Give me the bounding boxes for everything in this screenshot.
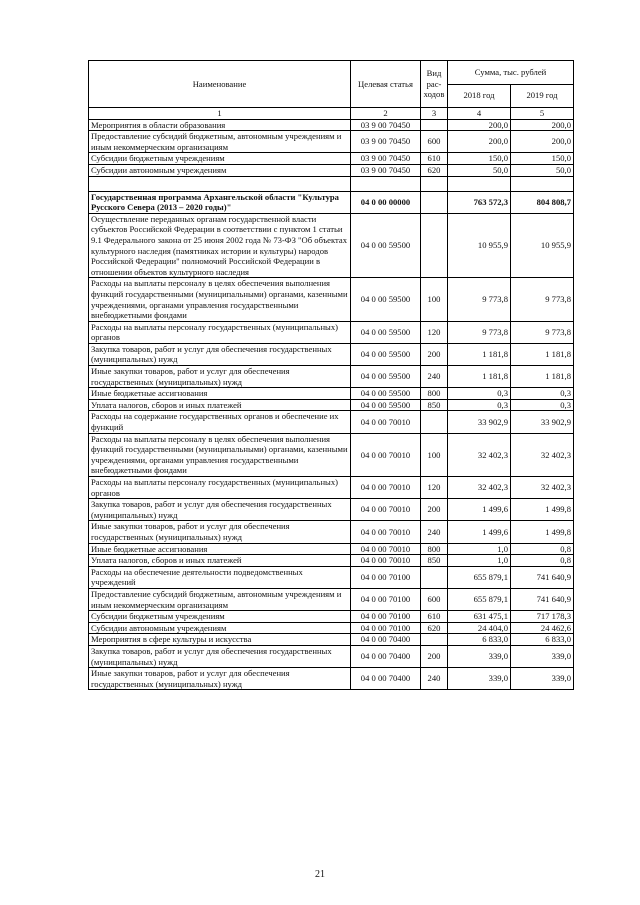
header-kind: Вид рас-ходов xyxy=(421,61,448,108)
row-code-cell: 04 0 00 70010 xyxy=(351,543,421,555)
row-name-cell: Иные закупки товаров, работ и услуг для обеспечения государственных (муниципальных) нужд xyxy=(89,366,351,388)
row-name-cell: Мероприятия в области образования xyxy=(89,119,351,131)
row-code-cell: 04 0 00 70010 xyxy=(351,521,421,543)
row-amount-2019-cell: 9 773,8 xyxy=(511,321,574,343)
row-amount-2019-cell: 1 181,8 xyxy=(511,343,574,365)
row-code-cell: 03 9 00 70450 xyxy=(351,153,421,165)
row-name-cell: Закупка товаров, работ и услуг для обеспечения государственных (муниципальных) нужд xyxy=(89,343,351,365)
row-amount-2018-cell: 32 402,3 xyxy=(448,433,511,476)
table-row xyxy=(89,588,574,610)
row-kind-cell: 800 xyxy=(421,543,448,555)
row-amount-2018-cell: 9 773,8 xyxy=(448,278,511,321)
row-code-cell: 04 0 00 70100 xyxy=(351,622,421,634)
index-cell: 1 xyxy=(89,108,351,120)
row-amount-2019-cell: 24 462,6 xyxy=(511,622,574,634)
table-row xyxy=(89,343,574,365)
row-amount-2019-cell: 10 955,9 xyxy=(511,213,574,278)
table-row xyxy=(89,213,574,278)
table-row xyxy=(89,622,574,634)
row-amount-2018-cell: 1 181,8 xyxy=(448,343,511,365)
row-name-cell: Уплата налогов, сборов и иных платежей xyxy=(89,399,351,411)
row-amount-2018-cell: 0,3 xyxy=(448,399,511,411)
row-amount-2018-cell: 32 402,3 xyxy=(448,477,511,499)
row-code-cell: 04 0 00 59500 xyxy=(351,321,421,343)
row-kind-cell: 610 xyxy=(421,153,448,165)
empty-cell xyxy=(511,176,574,191)
row-amount-2018-cell: 1 499,6 xyxy=(448,521,511,543)
row-amount-2018-cell: 50,0 xyxy=(448,164,511,176)
spacer-row xyxy=(89,176,574,191)
table-row xyxy=(89,543,574,555)
row-amount-2019-cell: 32 402,3 xyxy=(511,433,574,476)
index-cell: 4 xyxy=(448,108,511,120)
row-amount-2018-cell: 9 773,8 xyxy=(448,321,511,343)
row-amount-2018-cell: 200,0 xyxy=(448,131,511,153)
row-code-cell: 04 0 00 70400 xyxy=(351,634,421,646)
row-amount-2019-cell: 741 640,9 xyxy=(511,588,574,610)
index-cell: 3 xyxy=(421,108,448,120)
row-amount-2019-cell: 0,3 xyxy=(511,388,574,400)
table-row xyxy=(89,634,574,646)
row-code-cell: 04 0 00 70100 xyxy=(351,588,421,610)
table-row xyxy=(89,555,574,567)
row-kind-cell: 120 xyxy=(421,321,448,343)
row-code-cell: 04 0 00 00000 xyxy=(351,191,421,213)
row-kind-cell: 240 xyxy=(421,668,448,690)
row-kind-cell: 100 xyxy=(421,433,448,476)
row-kind-cell xyxy=(421,119,448,131)
header-name: Наименование xyxy=(89,61,351,108)
row-code-cell: 04 0 00 59500 xyxy=(351,343,421,365)
row-amount-2019-cell: 0,8 xyxy=(511,555,574,567)
row-code-cell: 04 0 00 70010 xyxy=(351,499,421,521)
row-amount-2018-cell: 655 879,1 xyxy=(448,588,511,610)
table-row xyxy=(89,645,574,667)
row-kind-cell xyxy=(421,411,448,433)
row-code-cell: 04 0 00 70100 xyxy=(351,566,421,588)
row-amount-2018-cell: 763 572,3 xyxy=(448,191,511,213)
row-code-cell: 04 0 00 59500 xyxy=(351,388,421,400)
row-amount-2018-cell: 1 181,8 xyxy=(448,366,511,388)
row-amount-2019-cell: 1 499,8 xyxy=(511,499,574,521)
row-amount-2018-cell: 1,0 xyxy=(448,555,511,567)
row-code-cell: 04 0 00 70010 xyxy=(351,555,421,567)
table-row xyxy=(89,566,574,588)
empty-cell xyxy=(421,176,448,191)
table-row xyxy=(89,611,574,623)
row-amount-2018-cell: 33 902,9 xyxy=(448,411,511,433)
table-row xyxy=(89,119,574,131)
row-name-cell: Мероприятия в сфере культуры и искусства xyxy=(89,634,351,646)
row-code-cell: 04 0 00 59500 xyxy=(351,278,421,321)
row-amount-2018-cell: 0,3 xyxy=(448,388,511,400)
row-amount-2019-cell: 0,8 xyxy=(511,543,574,555)
row-kind-cell: 610 xyxy=(421,611,448,623)
row-kind-cell xyxy=(421,566,448,588)
row-name-cell: Субсидии бюджетным учреждениям xyxy=(89,153,351,165)
table-row xyxy=(89,477,574,499)
row-amount-2019-cell: 339,0 xyxy=(511,645,574,667)
row-code-cell: 03 9 00 70450 xyxy=(351,131,421,153)
header-code: Целевая статья xyxy=(351,61,421,108)
table-row xyxy=(89,153,574,165)
header-year-2018: 2018 год xyxy=(448,84,511,108)
row-name-cell: Субсидии бюджетным учреждениям xyxy=(89,611,351,623)
row-code-cell: 04 0 00 70100 xyxy=(351,611,421,623)
empty-cell xyxy=(448,176,511,191)
row-name-cell: Субсидии автономным учреждениям xyxy=(89,622,351,634)
row-code-cell: 04 0 00 59500 xyxy=(351,366,421,388)
row-name-cell: Расходы на обеспечение деятельности подведомственных учреждений xyxy=(89,566,351,588)
row-name-cell: Расходы на выплаты персоналу в целях обеспечения выполнения функций государственными (муниципальными) органами, казенными учреждениями, органами управления государственными внебюджетными фондами xyxy=(89,433,351,476)
row-kind-cell: 600 xyxy=(421,588,448,610)
row-name-cell: Иные бюджетные ассигнования xyxy=(89,543,351,555)
row-amount-2018-cell: 1,0 xyxy=(448,543,511,555)
row-kind-cell: 620 xyxy=(421,622,448,634)
row-amount-2019-cell: 1 499,8 xyxy=(511,521,574,543)
table-row xyxy=(89,668,574,690)
row-name-cell: Расходы на выплаты персоналу государственных (муниципальных) органов xyxy=(89,321,351,343)
table-row xyxy=(89,433,574,476)
budget-table xyxy=(88,60,574,690)
row-name-cell: Расходы на выплаты персоналу государственных (муниципальных) органов xyxy=(89,477,351,499)
row-name-cell: Иные закупки товаров, работ и услуг для обеспечения государственных (муниципальных) нужд xyxy=(89,521,351,543)
row-amount-2019-cell: 6 833,0 xyxy=(511,634,574,646)
row-amount-2018-cell: 150,0 xyxy=(448,153,511,165)
table-row xyxy=(89,191,574,213)
row-code-cell: 04 0 00 70400 xyxy=(351,668,421,690)
empty-cell xyxy=(351,176,421,191)
row-name-cell: Субсидии автономным учреждениям xyxy=(89,164,351,176)
row-kind-cell: 240 xyxy=(421,366,448,388)
row-amount-2018-cell: 200,0 xyxy=(448,119,511,131)
table-row xyxy=(89,521,574,543)
row-name-cell: Уплата налогов, сборов и иных платежей xyxy=(89,555,351,567)
table-row xyxy=(89,388,574,400)
row-name-cell: Иные закупки товаров, работ и услуг для обеспечения государственных (муниципальных) нужд xyxy=(89,668,351,690)
row-kind-cell: 600 xyxy=(421,131,448,153)
row-kind-cell: 200 xyxy=(421,645,448,667)
row-amount-2018-cell: 631 475,1 xyxy=(448,611,511,623)
row-name-cell: Осуществление переданных органам государственной власти субъектов Российской Федерации в соответствии с пунктом 1 статьи 9.1 Федерального закона от 25 июня 2002 года № 73-ФЗ "Об объектах культурного наследия (памятниках истории и культуры) народов Российской Федерации" полномочий Российской Федерации в отношении объектов культурного наследия xyxy=(89,213,351,278)
row-kind-cell: 850 xyxy=(421,555,448,567)
table-row xyxy=(89,321,574,343)
row-kind-cell xyxy=(421,634,448,646)
page-number: 21 xyxy=(315,869,325,880)
row-amount-2019-cell: 200,0 xyxy=(511,131,574,153)
table-row xyxy=(89,499,574,521)
row-kind-cell xyxy=(421,213,448,278)
row-amount-2018-cell: 10 955,9 xyxy=(448,213,511,278)
row-name-cell: Предоставление субсидий бюджетным, автономным учреждениям и иным некоммерческим организациям xyxy=(89,588,351,610)
row-code-cell: 04 0 00 59500 xyxy=(351,213,421,278)
row-kind-cell: 200 xyxy=(421,499,448,521)
row-amount-2019-cell: 50,0 xyxy=(511,164,574,176)
index-cell: 2 xyxy=(351,108,421,120)
row-amount-2019-cell: 741 640,9 xyxy=(511,566,574,588)
row-code-cell: 04 0 00 70010 xyxy=(351,411,421,433)
row-kind-cell xyxy=(421,191,448,213)
row-amount-2019-cell: 804 808,7 xyxy=(511,191,574,213)
header-amount: Сумма, тыс. рублей xyxy=(448,61,574,85)
row-kind-cell: 850 xyxy=(421,399,448,411)
row-kind-cell: 620 xyxy=(421,164,448,176)
row-code-cell: 03 9 00 70450 xyxy=(351,164,421,176)
table-row xyxy=(89,399,574,411)
row-name-cell: Закупка товаров, работ и услуг для обеспечения государственных (муниципальных) нужд xyxy=(89,499,351,521)
row-code-cell: 04 0 00 70010 xyxy=(351,433,421,476)
row-kind-cell: 240 xyxy=(421,521,448,543)
row-amount-2019-cell: 717 178,3 xyxy=(511,611,574,623)
row-kind-cell: 200 xyxy=(421,343,448,365)
row-code-cell: 03 9 00 70450 xyxy=(351,119,421,131)
table-row xyxy=(89,131,574,153)
row-amount-2018-cell: 339,0 xyxy=(448,668,511,690)
table-row xyxy=(89,164,574,176)
row-name-cell: Закупка товаров, работ и услуг для обеспечения государственных (муниципальных) нужд xyxy=(89,645,351,667)
row-amount-2018-cell: 339,0 xyxy=(448,645,511,667)
row-name-cell: Расходы на выплаты персоналу в целях обеспечения выполнения функций государственными (муниципальными) органами, казенными учреждениями, органами управления государственными внебюджетными фондами xyxy=(89,278,351,321)
row-name-cell: Предоставление субсидий бюджетным, автономным учреждениям и иным некоммерческим организациям xyxy=(89,131,351,153)
header-year-2019: 2019 год xyxy=(511,84,574,108)
row-amount-2018-cell: 1 499,6 xyxy=(448,499,511,521)
row-amount-2019-cell: 33 902,9 xyxy=(511,411,574,433)
row-kind-cell: 120 xyxy=(421,477,448,499)
row-code-cell: 04 0 00 70400 xyxy=(351,645,421,667)
row-kind-cell: 800 xyxy=(421,388,448,400)
row-amount-2019-cell: 200,0 xyxy=(511,119,574,131)
row-amount-2019-cell: 150,0 xyxy=(511,153,574,165)
row-amount-2018-cell: 6 833,0 xyxy=(448,634,511,646)
table-row xyxy=(89,411,574,433)
row-amount-2019-cell: 32 402,3 xyxy=(511,477,574,499)
row-kind-cell: 100 xyxy=(421,278,448,321)
row-amount-2019-cell: 1 181,8 xyxy=(511,366,574,388)
table-row xyxy=(89,366,574,388)
row-name-cell: Государственная программа Архангельской области "Культура Русского Севера (2013 – 2020 годы)" xyxy=(89,191,351,213)
table-row xyxy=(89,278,574,321)
row-amount-2018-cell: 24 404,0 xyxy=(448,622,511,634)
row-code-cell: 04 0 00 70010 xyxy=(351,477,421,499)
empty-cell xyxy=(89,176,351,191)
row-name-cell: Расходы на содержание государственных органов и обеспечение их функций xyxy=(89,411,351,433)
row-amount-2018-cell: 655 879,1 xyxy=(448,566,511,588)
row-amount-2019-cell: 9 773,8 xyxy=(511,278,574,321)
row-name-cell: Иные бюджетные ассигнования xyxy=(89,388,351,400)
row-amount-2019-cell: 0,3 xyxy=(511,399,574,411)
index-cell: 5 xyxy=(511,108,574,120)
row-code-cell: 04 0 00 59500 xyxy=(351,399,421,411)
row-amount-2019-cell: 339,0 xyxy=(511,668,574,690)
